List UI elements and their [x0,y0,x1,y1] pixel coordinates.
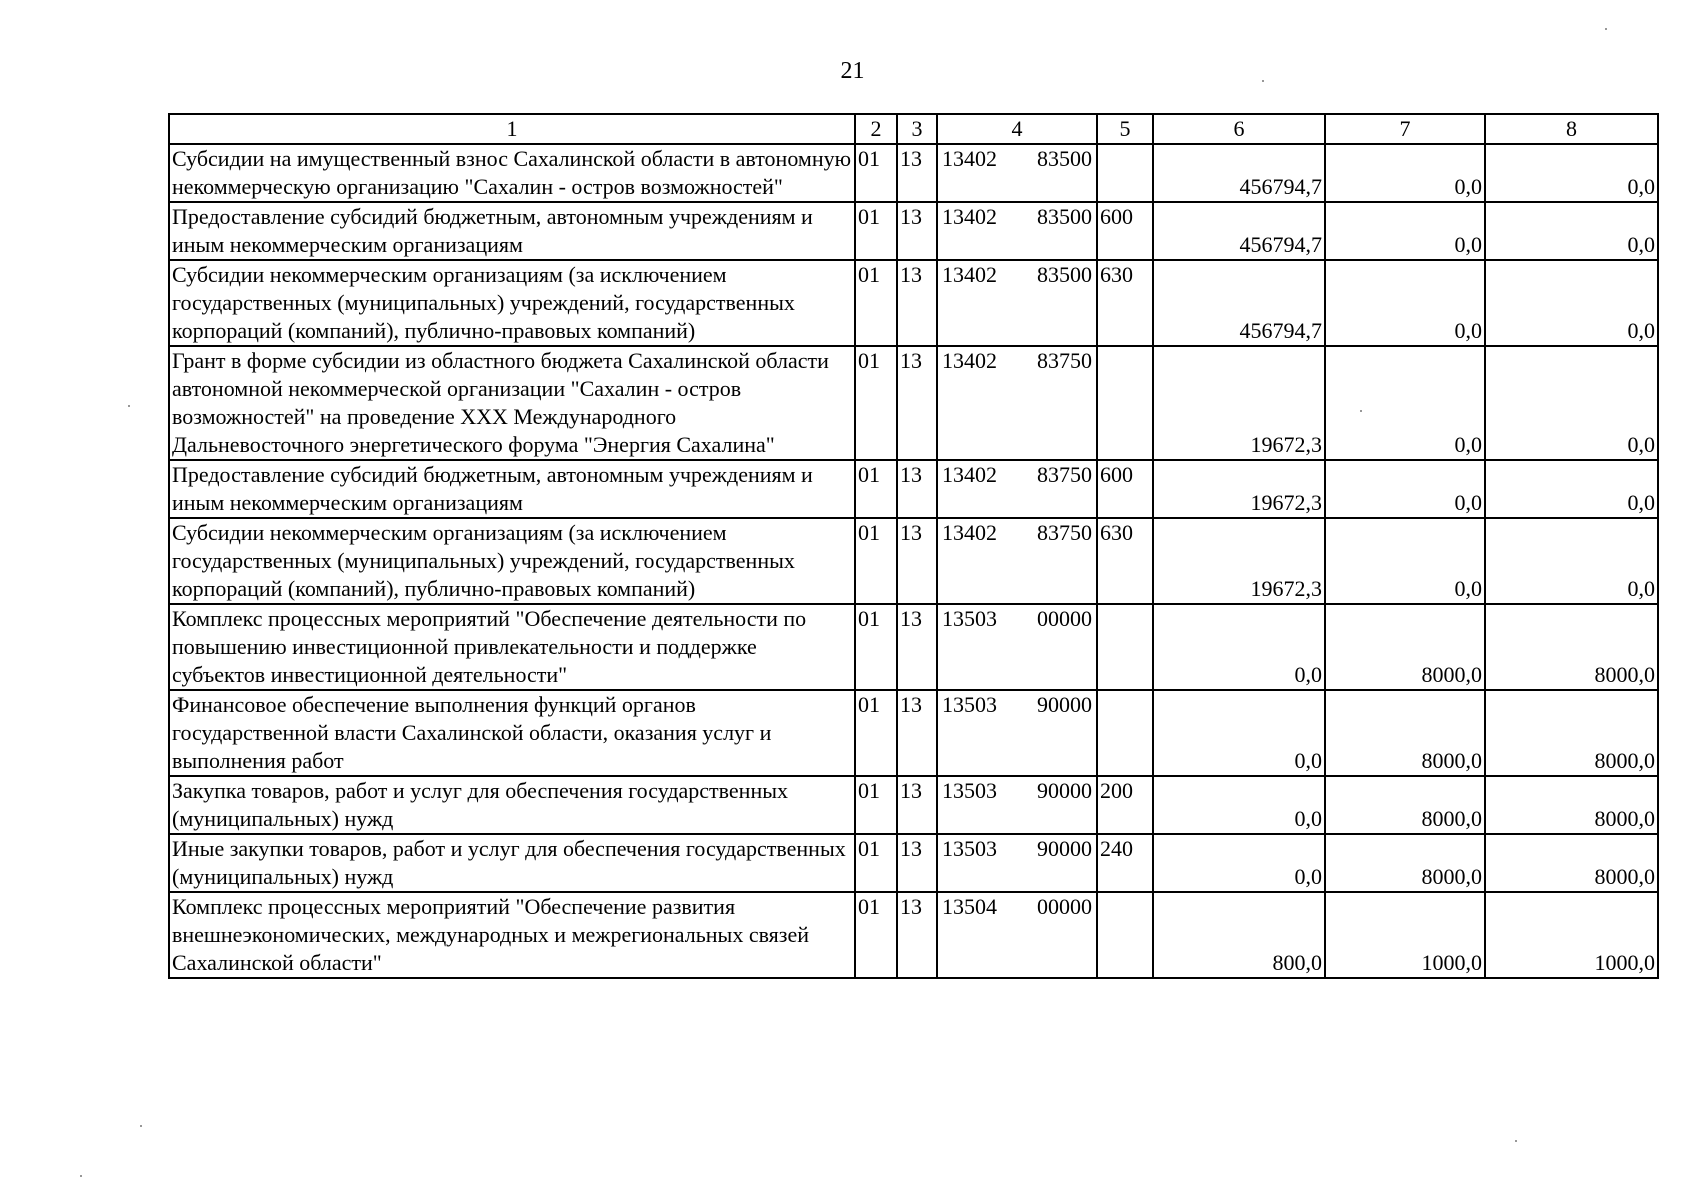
row-code-3: 13 [897,202,937,260]
row-code-4b: 83500 [1037,262,1092,287]
table-row [169,202,1658,260]
row-value-8: 0,0 [1485,518,1658,604]
page-number: 21 [840,58,865,84]
row-code-5 [1097,346,1153,460]
row-code-5: 200 [1097,776,1153,834]
row-code-4a: 13402 [942,462,997,487]
row-code-4a: 13402 [942,262,997,287]
table-row [169,144,1658,202]
row-code-4 [937,144,1097,202]
row-value-7: 0,0 [1325,260,1485,346]
row-name: Субсидии некоммерческим организациям (за исключением государственных (муниципальных) учреждений, государственных корпораций (компаний), публично-правовых компаний) [169,518,855,604]
row-value-8: 0,0 [1485,144,1658,202]
row-value-6: 19672,3 [1153,346,1325,460]
table-row [169,518,1658,604]
row-code-5 [1097,604,1153,690]
table-row [169,834,1658,892]
row-code-2: 01 [855,260,897,346]
row-value-8: 0,0 [1485,260,1658,346]
row-code-3: 13 [897,834,937,892]
row-value-6: 0,0 [1153,776,1325,834]
row-code-2: 01 [855,346,897,460]
row-value-7: 8000,0 [1325,690,1485,776]
row-code-4a: 13503 [942,778,997,803]
row-value-7: 8000,0 [1325,604,1485,690]
header-row [169,114,1658,144]
scan-speck [1360,410,1362,412]
row-code-4 [937,776,1097,834]
row-code-5: 630 [1097,518,1153,604]
row-code-5: 600 [1097,460,1153,518]
row-code-4 [937,260,1097,346]
row-name: Субсидии некоммерческим организациям (за исключением государственных (муниципальных) учреждений, государственных корпораций (компаний), публично-правовых компаний) [169,260,855,346]
row-code-4a: 13402 [942,146,997,171]
row-value-6: 456794,7 [1153,144,1325,202]
row-code-4a: 13503 [942,606,997,631]
row-code-2: 01 [855,604,897,690]
row-code-4b: 90000 [1037,692,1092,717]
row-value-8: 1000,0 [1485,892,1658,978]
header-col-2: 2 [855,114,897,144]
header-col-7: 7 [1325,114,1485,144]
row-value-8: 0,0 [1485,460,1658,518]
row-code-4 [937,604,1097,690]
row-code-2: 01 [855,460,897,518]
row-code-3: 13 [897,260,937,346]
row-code-5 [1097,144,1153,202]
table-row [169,690,1658,776]
table-body [169,144,1658,978]
scan-speck [1515,1140,1517,1142]
row-name: Предоставление субсидий бюджетным, автономным учреждениям и иным некоммерческим организациям [169,202,855,260]
row-code-4 [937,202,1097,260]
row-value-6: 456794,7 [1153,202,1325,260]
table-row [169,460,1658,518]
row-code-4a: 13402 [942,520,997,545]
row-value-8: 8000,0 [1485,604,1658,690]
header-col-5: 5 [1097,114,1153,144]
row-code-2: 01 [855,518,897,604]
row-name: Грант в форме субсидии из областного бюджета Сахалинской области автономной некоммерческой организации "Сахалин - остров возможностей" на проведение XXX Международного Дальневосточного энергетического форума "Энергия Сахалина" [169,346,855,460]
scan-speck [80,1175,82,1177]
header-col-4: 4 [937,114,1097,144]
row-code-2: 01 [855,202,897,260]
row-value-6: 0,0 [1153,690,1325,776]
budget-table [168,113,1659,979]
row-code-4b: 83750 [1037,520,1092,545]
row-value-7: 0,0 [1325,518,1485,604]
row-code-4b: 83500 [1037,146,1092,171]
scan-speck [140,1125,142,1127]
row-value-7: 0,0 [1325,144,1485,202]
table-row [169,604,1658,690]
row-code-4 [937,892,1097,978]
row-code-5: 600 [1097,202,1153,260]
row-value-7: 1000,0 [1325,892,1485,978]
table-row [169,776,1658,834]
row-code-4b: 00000 [1037,606,1092,631]
row-value-7: 0,0 [1325,202,1485,260]
table-row [169,892,1658,978]
row-code-4b: 83750 [1037,348,1092,373]
row-value-8: 0,0 [1485,202,1658,260]
row-name: Комплекс процессных мероприятий "Обеспечение развития внешнеэкономических, международных и межрегиональных связей Сахалинской области" [169,892,855,978]
row-code-4 [937,346,1097,460]
header-col-8: 8 [1485,114,1658,144]
row-code-3: 13 [897,690,937,776]
scan-speck [1605,28,1607,30]
row-code-4b: 90000 [1037,836,1092,861]
row-name: Иные закупки товаров, работ и услуг для обеспечения государственных (муниципальных) нужд [169,834,855,892]
row-name: Финансовое обеспечение выполнения функций органов государственной власти Сахалинской области, оказания услуг и выполнения работ [169,690,855,776]
row-code-3: 13 [897,518,937,604]
row-value-7: 0,0 [1325,346,1485,460]
row-code-3: 13 [897,776,937,834]
row-code-3: 13 [897,346,937,460]
row-code-5 [1097,892,1153,978]
row-code-3: 13 [897,144,937,202]
row-code-5: 630 [1097,260,1153,346]
header-col-3: 3 [897,114,937,144]
row-code-4b: 90000 [1037,778,1092,803]
header-col-1: 1 [169,114,855,144]
row-code-3: 13 [897,892,937,978]
row-value-6: 19672,3 [1153,460,1325,518]
row-value-8: 8000,0 [1485,776,1658,834]
row-code-3: 13 [897,460,937,518]
row-code-2: 01 [855,690,897,776]
row-code-4 [937,690,1097,776]
row-value-7: 8000,0 [1325,776,1485,834]
row-value-6: 0,0 [1153,834,1325,892]
row-code-4a: 13503 [942,836,997,861]
row-name: Закупка товаров, работ и услуг для обеспечения государственных (муниципальных) нужд [169,776,855,834]
row-value-8: 8000,0 [1485,834,1658,892]
row-code-4a: 13504 [942,894,997,919]
row-code-2: 01 [855,892,897,978]
row-code-4b: 83500 [1037,204,1092,229]
row-code-2: 01 [855,834,897,892]
row-value-6: 800,0 [1153,892,1325,978]
row-code-4a: 13402 [942,204,997,229]
row-value-8: 8000,0 [1485,690,1658,776]
row-code-2: 01 [855,144,897,202]
row-value-6: 19672,3 [1153,518,1325,604]
row-value-6: 456794,7 [1153,260,1325,346]
row-name: Комплекс процессных мероприятий "Обеспечение деятельности по повышению инвестиционной привлекательности и поддержке субъектов инвестиционной деятельности" [169,604,855,690]
scan-speck [1262,80,1264,82]
row-value-7: 8000,0 [1325,834,1485,892]
row-value-7: 0,0 [1325,460,1485,518]
row-code-4 [937,834,1097,892]
table-row [169,260,1658,346]
row-code-4a: 13503 [942,692,997,717]
row-code-4b: 83750 [1037,462,1092,487]
row-code-4 [937,460,1097,518]
row-code-5: 240 [1097,834,1153,892]
scan-speck [128,405,130,407]
table-row [169,346,1658,460]
row-name: Предоставление субсидий бюджетным, автономным учреждениям и иным некоммерческим организациям [169,460,855,518]
row-value-8: 0,0 [1485,346,1658,460]
row-value-6: 0,0 [1153,604,1325,690]
row-code-3: 13 [897,604,937,690]
row-code-4b: 00000 [1037,894,1092,919]
header-col-6: 6 [1153,114,1325,144]
row-code-2: 01 [855,776,897,834]
row-code-5 [1097,690,1153,776]
row-code-4 [937,518,1097,604]
row-name: Субсидии на имущественный взнос Сахалинской области в автономную некоммерческую организацию "Сахалин - остров возможностей" [169,144,855,202]
row-code-4a: 13402 [942,348,997,373]
